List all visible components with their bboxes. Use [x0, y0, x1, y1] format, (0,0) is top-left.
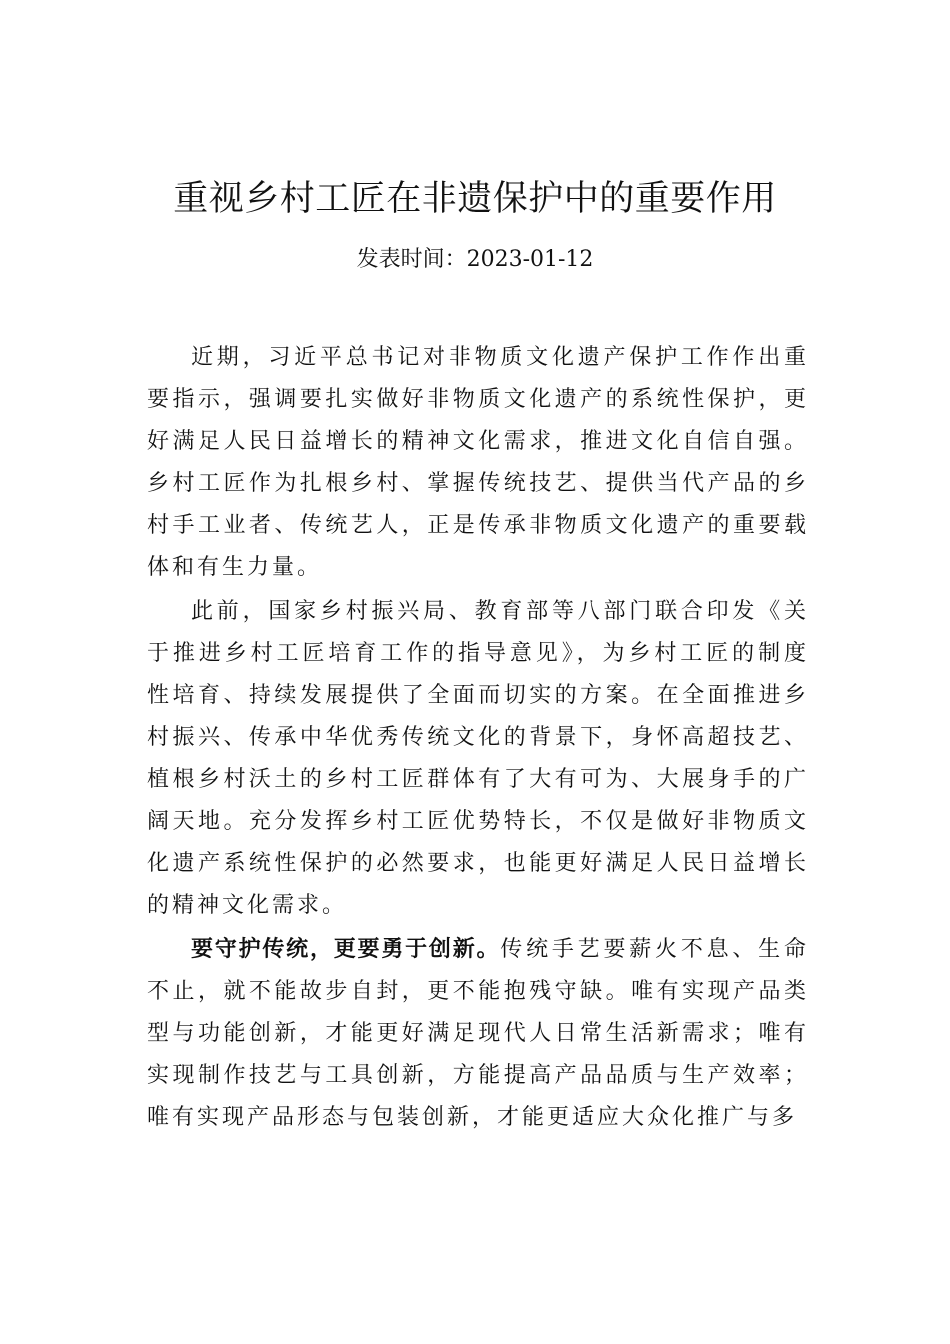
paragraph-3-lead: 要守护传统，更要勇于创新。	[191, 937, 501, 962]
article-title: 重视乡村工匠在非遗保护中的重要作用	[173, 179, 777, 219]
paragraph-1: 近期，习近平总书记对非物质文化遗产保护工作作出重要指示，强调要扎实做好非物质文化遗产的系统性保护，更好满足人民日益增长的精神文化需求，推进文化自信自强。 乡村工匠作为扎根乡村、掌握传统技艺、提供当代产品的乡村手工业者、传统艺人，正是传承非物质文化遗产的重要载体和有生力量。	[147, 345, 809, 580]
publish-date-value: 2023-01-12	[466, 247, 594, 272]
publish-date-label: 发表时间：	[356, 247, 467, 272]
paragraph-3	[147, 929, 809, 1139]
publish-date	[0, 240, 950, 280]
paragraph-3-text: 传统手艺要薪火不息、生命不止，就不能故步自封，更不能抱残守缺。唯有实现产品类型与功能创新，才能更好满足现代人日常生活新需求；唯有实现制作技艺与工具创新，方能提高产品品质与生产效率；唯有实现产品形态与包装创新，才能更适应大众化推广与多	[147, 937, 809, 1130]
paragraph-2: 此前，国家乡村振兴局、教育部等八部门联合印发《关于推进乡村工匠培育工作的指导意见》，为乡村工匠的制度性培育、持续发展提供了全面而切实的方案。在全面推进乡村振兴、传承中华优秀传统文化的背景下，身怀高超技艺、 植根乡村沃土的乡村工匠群体有了大有可为、大展身手的广阔天地。充分发挥乡村工匠优势特长，不仅是做好非物质文化遗产系统性保护的必然要求，也能更好满足人民日益增长的精神文化需求。	[147, 599, 809, 918]
article-body	[147, 337, 809, 1141]
